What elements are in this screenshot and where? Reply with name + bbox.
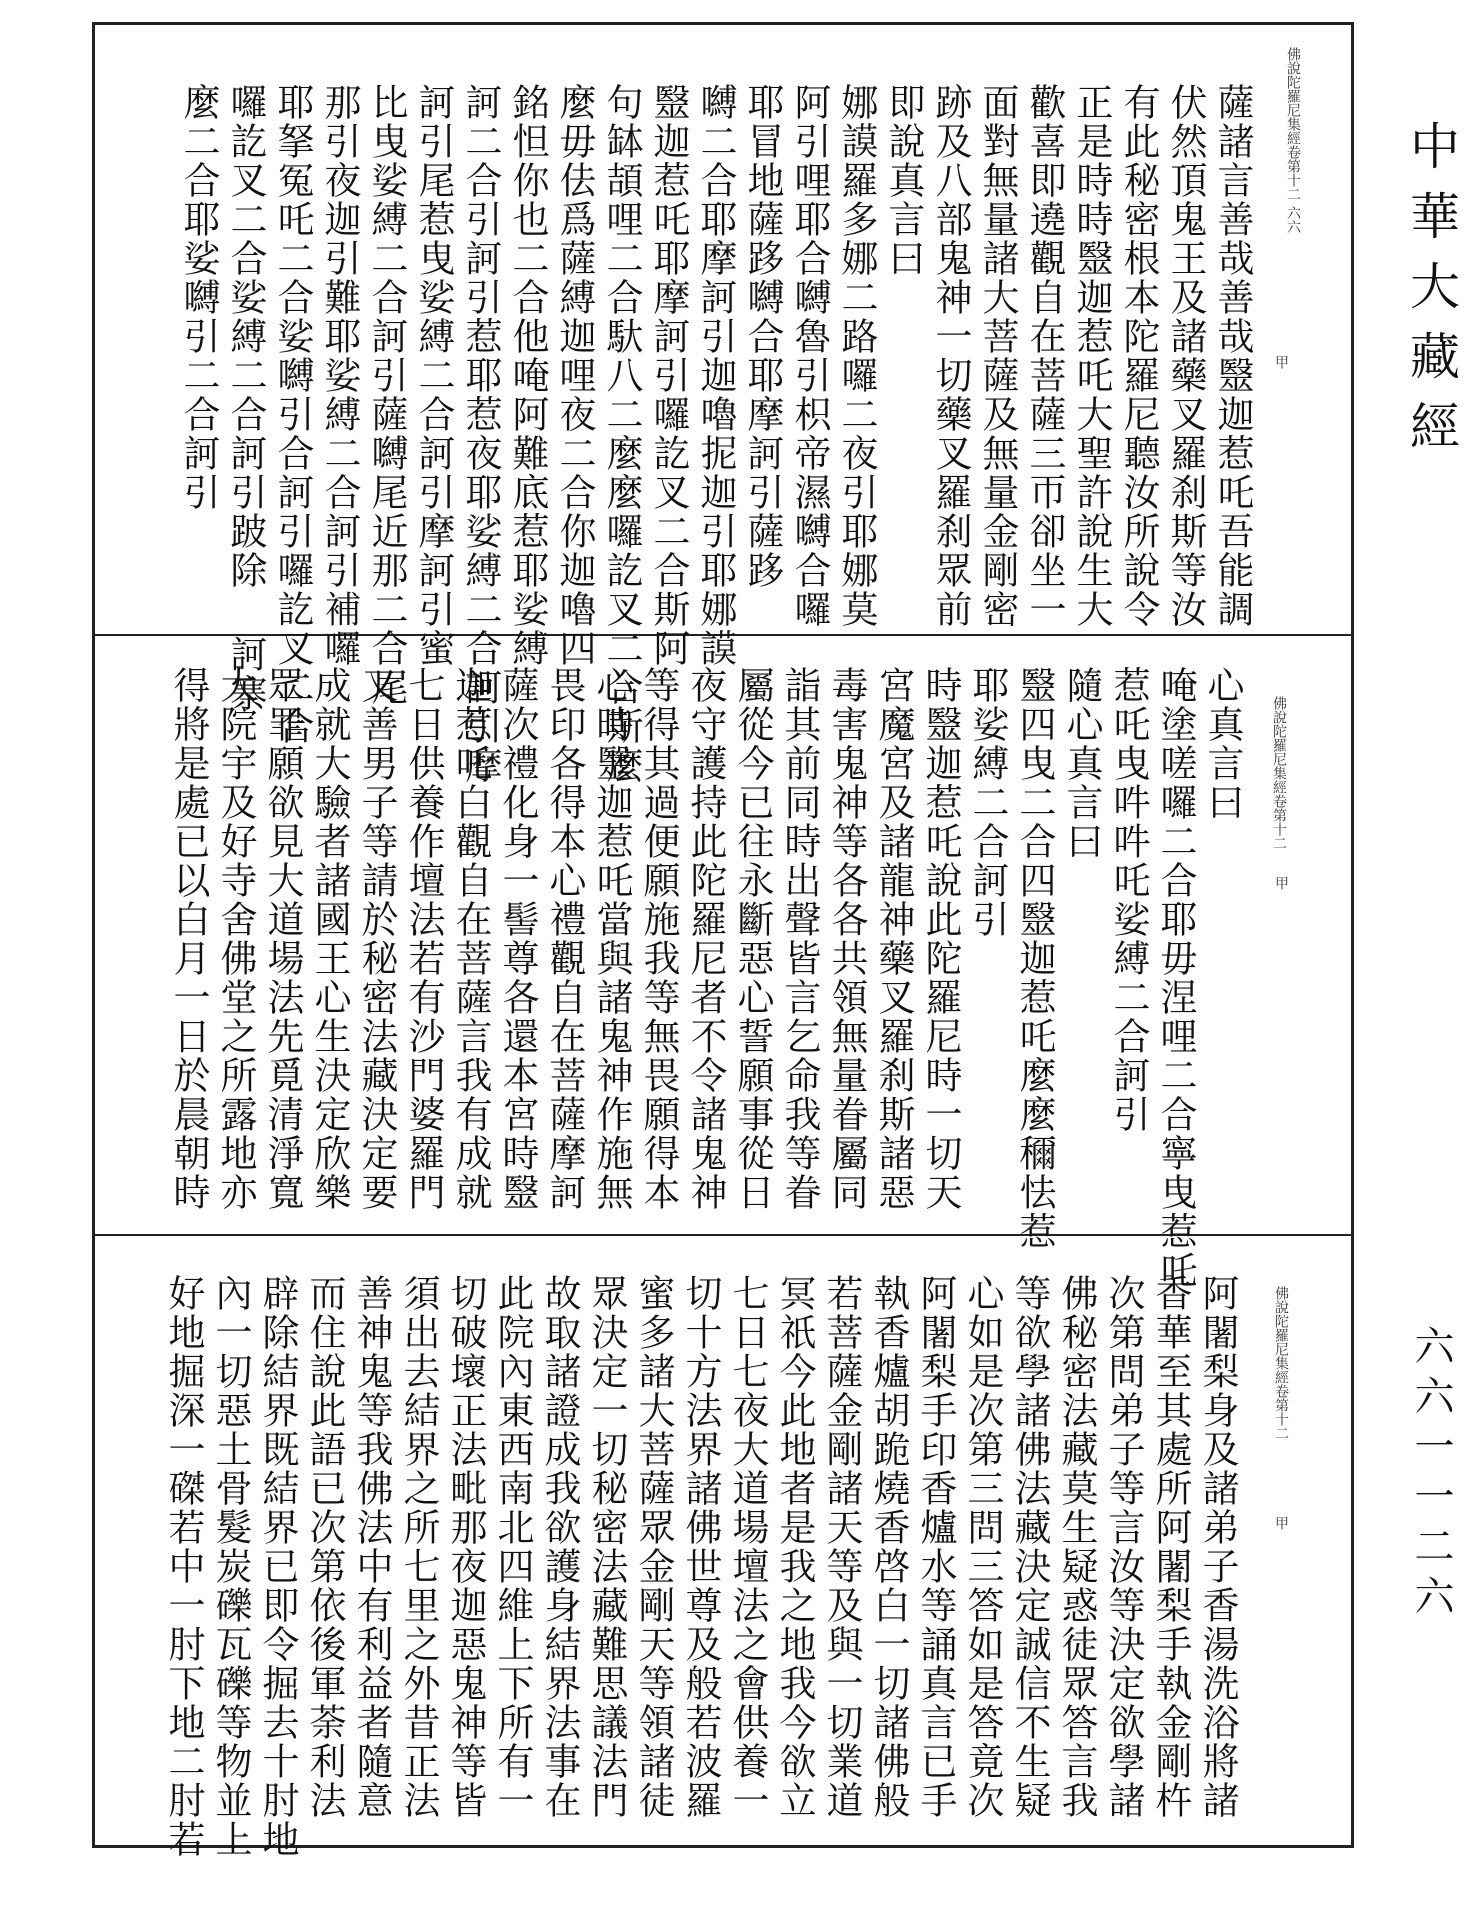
text-column: 那引夜迦引難耶娑縛二合訶引補囉 xyxy=(318,83,361,668)
text-column: 麼毋佉爲薩縛迦哩夜二合你迦嚕四 xyxy=(553,83,596,668)
text-column: 辟除結界既結界已即令掘去十肘地 xyxy=(256,1274,299,1859)
text-column: 隨心真言曰 xyxy=(1060,666,1103,861)
text-column: 伏然頂鬼王及諸藥叉羅刹斯等汝 xyxy=(1164,83,1207,629)
text-column: 娜謨羅多娜二路囉二夜引耶娜莫 xyxy=(835,83,878,629)
text-column: 跡及八部鬼神一切藥叉羅刹眾前 xyxy=(929,83,972,629)
text-column: 心時毉迦惹吒當與諸鬼神作施無 xyxy=(590,666,633,1212)
panel-header: 佛說陀羅尼集經卷第十二 六六 xyxy=(1285,47,1301,234)
text-column: 夜守護持此陀羅尼者不令諸鬼神 xyxy=(684,666,727,1212)
text-column: 迦惹吒白觀自在菩薩言我有成就 xyxy=(449,666,492,1212)
text-column: 即說真言曰 xyxy=(882,83,925,278)
text-column: 畏印各得本心禮觀自在菩薩摩訶 xyxy=(543,666,586,1212)
text-column: 大院宇及好寺舍佛堂之所露地亦 xyxy=(214,666,257,1212)
text-column: 歡喜即遶觀自在菩薩三帀卻坐一 xyxy=(1023,83,1066,629)
panel-header-mark: 甲 xyxy=(1273,355,1289,369)
text-panel-middle xyxy=(92,636,1354,1290)
text-column: 內一切惡土骨髮炭礫瓦礫等物並上 xyxy=(209,1274,252,1859)
text-column: 嚩二合耶摩訶引迦嚕抳迦引耶娜謨 xyxy=(694,83,737,668)
text-column: 阿闍梨身及諸弟子香湯洗浴將諸 xyxy=(1196,1274,1239,1820)
text-column: 毒害鬼神等各各共領無量眷屬同 xyxy=(825,666,868,1212)
text-column: 耶冒地薩跢嚩合耶摩訶引薩跢 xyxy=(741,83,784,590)
text-column: 耶拏冤吒二合娑嚩引合訶引囉訖叉二合 xyxy=(271,83,314,746)
text-column: 若菩薩金剛諸天等及與一切業道 xyxy=(820,1274,863,1820)
text-column: 等欲學諸佛法藏決定誠信不生疑 xyxy=(1008,1274,1051,1820)
text-panel-bottom xyxy=(92,1236,1354,1859)
text-column: 訶引尾惹曳娑縛二合訶引摩訶引蜜 xyxy=(412,83,455,668)
text-column: 正是時時毉迦惹吒大聖許說生大 xyxy=(1070,83,1113,629)
text-column: 阿闍梨手印香爐水等誦真言已手 xyxy=(914,1274,957,1820)
text-column: 七日供養作壇法若有沙門婆羅門 xyxy=(402,666,445,1212)
text-column: 切十方法界諸佛世尊及般若波羅 xyxy=(679,1274,722,1820)
text-column: 比曳娑縛二合訶引薩嚩尾近那二合尾 xyxy=(365,83,408,707)
text-column: 執香爐胡跪燒香啓白一切諸佛般 xyxy=(867,1274,910,1820)
panel-header: 佛說陀羅尼集經卷第十二 xyxy=(1273,1286,1289,1440)
text-column: 又善男子等請於秘密法藏決定要 xyxy=(355,666,398,1212)
text-column: 面對無量諸大菩薩及無量金剛密 xyxy=(976,83,1019,629)
text-column: 冥祇今此地者是我之地我今欲立 xyxy=(773,1274,816,1820)
text-column: 心真言曰 xyxy=(1201,666,1244,822)
text-column: 須出去結界之所七里之外昔正法 xyxy=(397,1274,440,1820)
text-column: 薩諸言善哉善哉毉迦惹吒吾能調 xyxy=(1211,83,1254,629)
collection-title: 中華大藏經 xyxy=(1402,120,1460,470)
text-column: 故取諸證成我欲護身結界法事在 xyxy=(538,1274,581,1820)
text-column: 佛秘密法藏莫生疑惑徒眾答言我 xyxy=(1055,1274,1098,1820)
text-column: 好地掘深一磔若中一肘下地二肘若 xyxy=(162,1274,205,1859)
text-column: 等得其過便願施我等無畏願得本 xyxy=(637,666,680,1212)
text-column: 囉訖叉二合娑縛二合訶引跛除 訶寨 xyxy=(224,83,267,713)
text-column: 宮魔宮及諸龍神藥叉羅刹斯諸惡 xyxy=(872,666,915,1212)
text-column: 成就大驗者諸國王心生決定欣樂 xyxy=(308,666,351,1212)
text-column: 而住說此語已次第依後軍荼利法 xyxy=(303,1274,346,1820)
text-column: 麼二合耶娑嚩引二合訶引 xyxy=(177,83,220,512)
text-columns xyxy=(160,1236,1241,1859)
text-column: 得將是處已以白月一日於晨朝時 xyxy=(167,666,210,1212)
text-column: 七日七夜大道場壇法之會供養一 xyxy=(726,1274,769,1820)
text-column: 切破壞正法毗那夜迦惡鬼神等皆 xyxy=(444,1274,487,1820)
text-column: 香華至其處所阿闍梨手執金剛杵 xyxy=(1149,1274,1192,1820)
text-column: 唵塗嗟囉二合耶毋涅哩二合寧曳惹吒 xyxy=(1154,666,1197,1290)
text-column: 有此秘密根本陀羅尼聽汝所說令 xyxy=(1117,83,1160,629)
text-column: 詣其前同時出聲皆言乞命我等眷 xyxy=(778,666,821,1212)
text-column: 訶二合引訶引惹耶惹夜耶娑縛二合訶引摩 xyxy=(459,83,502,785)
text-column: 蜜多諸大菩薩眾金剛天等領諸徒 xyxy=(632,1274,675,1820)
text-column: 眾決定一切秘密法藏難思議法門 xyxy=(585,1274,628,1820)
text-column: 句缽頡哩二合馱八二麼麼囉訖叉二合斯麼 xyxy=(600,83,643,785)
text-column: 惹吒曳吽吽吒娑縛二合訶引 xyxy=(1107,666,1150,1134)
page-number: 六六一一二六 xyxy=(1408,1325,1454,1625)
panel-header-mark: 甲 xyxy=(1273,876,1289,890)
text-column: 銘怛你也二合他唵阿難底惹耶娑縛 xyxy=(506,83,549,668)
text-column: 心如是次第三問三答如是答竟次 xyxy=(961,1274,1004,1820)
text-column: 善神鬼等我佛法中有利益者隨意 xyxy=(350,1274,393,1820)
text-column: 時毉迦惹吒說此陀羅尼時一切天 xyxy=(919,666,962,1212)
text-column: 耶娑縛二合訶引 xyxy=(966,666,1009,939)
panel-header: 佛說陀羅尼集經卷第十二 xyxy=(1271,696,1287,850)
text-column: 毉四曳二合四毉迦惹吒麼麼穪怯惹 xyxy=(1013,666,1056,1251)
text-column: 次第問弟子等言汝等決定欲學諸 xyxy=(1102,1274,1145,1820)
text-column: 毉迦惹吒耶摩訶引囉訖叉二合斯阿 xyxy=(647,83,690,668)
panel-header-mark: 甲 xyxy=(1273,1516,1289,1530)
text-column: 屬從今已往永斷惡心誓願事從日 xyxy=(731,666,774,1212)
text-column: 阿引哩耶合嚩魯引枳帝濕嚩合囉 xyxy=(788,83,831,629)
text-columns xyxy=(165,636,1246,1290)
text-column: 眾罪願欲見大道場法先覓清淨寬 xyxy=(261,666,304,1212)
text-column: 此院內東西南北四維上下所有一 xyxy=(491,1274,534,1820)
text-column: 薩次禮化身一髻尊各還本宮時毉 xyxy=(496,666,539,1212)
